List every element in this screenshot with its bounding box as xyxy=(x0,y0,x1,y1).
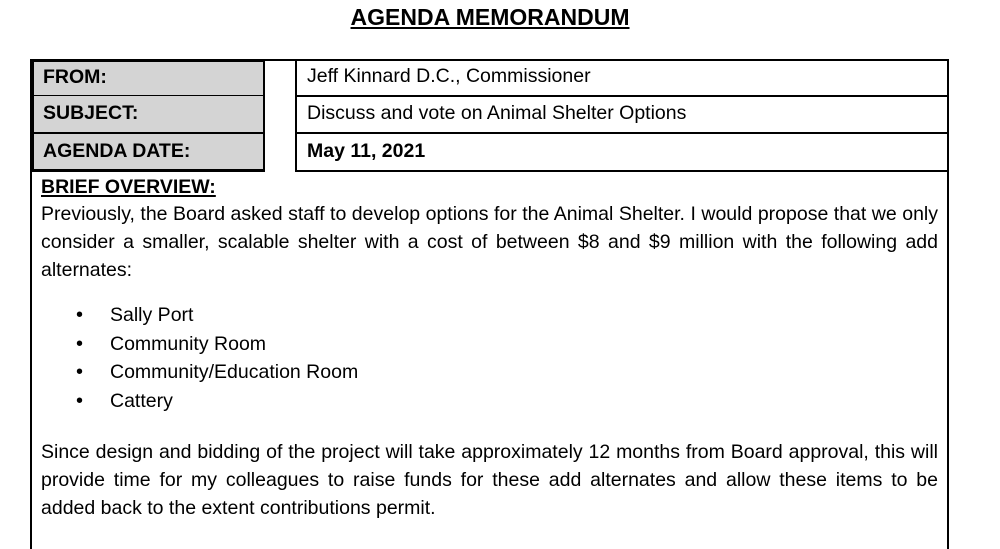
memo-title: AGENDA MEMORANDUM xyxy=(350,4,630,30)
subject-row xyxy=(30,96,949,134)
subject-label: SUBJECT: xyxy=(31,96,265,134)
bullet-icon: • xyxy=(76,332,84,355)
agenda-date-row xyxy=(30,134,949,172)
from-label: FROM: xyxy=(31,59,265,97)
list-item xyxy=(76,330,358,359)
list-item-label: Sally Port xyxy=(110,304,194,326)
list-item xyxy=(76,301,358,330)
from-value: Jeff Kinnard D.C., Commissioner xyxy=(295,59,949,97)
overview-paragraph-2: Since design and bidding of the project will take approximately 12 months from Board approval, this will provide time for my colleagues to raise funds for these add alternates and allow these items to be added back to the extent contributions permit. xyxy=(41,441,938,519)
bullet-icon: • xyxy=(76,361,84,383)
list-item xyxy=(76,358,358,387)
list-item-label: Community Room xyxy=(110,332,267,355)
from-row xyxy=(30,59,949,97)
bullet-icon: • xyxy=(76,389,84,412)
brief-overview-heading: BRIEF OVERVIEW: xyxy=(41,176,216,198)
bullet-icon: • xyxy=(76,304,84,326)
list-item-label: Cattery xyxy=(110,389,173,412)
agenda-date-label: AGENDA DATE: xyxy=(31,134,265,172)
agenda-date-value: May 11, 2021 xyxy=(295,134,949,172)
list-item xyxy=(76,387,358,416)
list-item-label: Community/Education Room xyxy=(110,361,359,383)
subject-value: Discuss and vote on Animal Shelter Options xyxy=(295,96,949,134)
overview-paragraph-1: Previously, the Board asked staff to develop options for the Animal Shelter. I would propose that we only consider a smaller, scalable shelter with a cost of between $8 and $9 million with the following add alternates: xyxy=(41,203,938,281)
add-alternates-list xyxy=(76,301,358,415)
